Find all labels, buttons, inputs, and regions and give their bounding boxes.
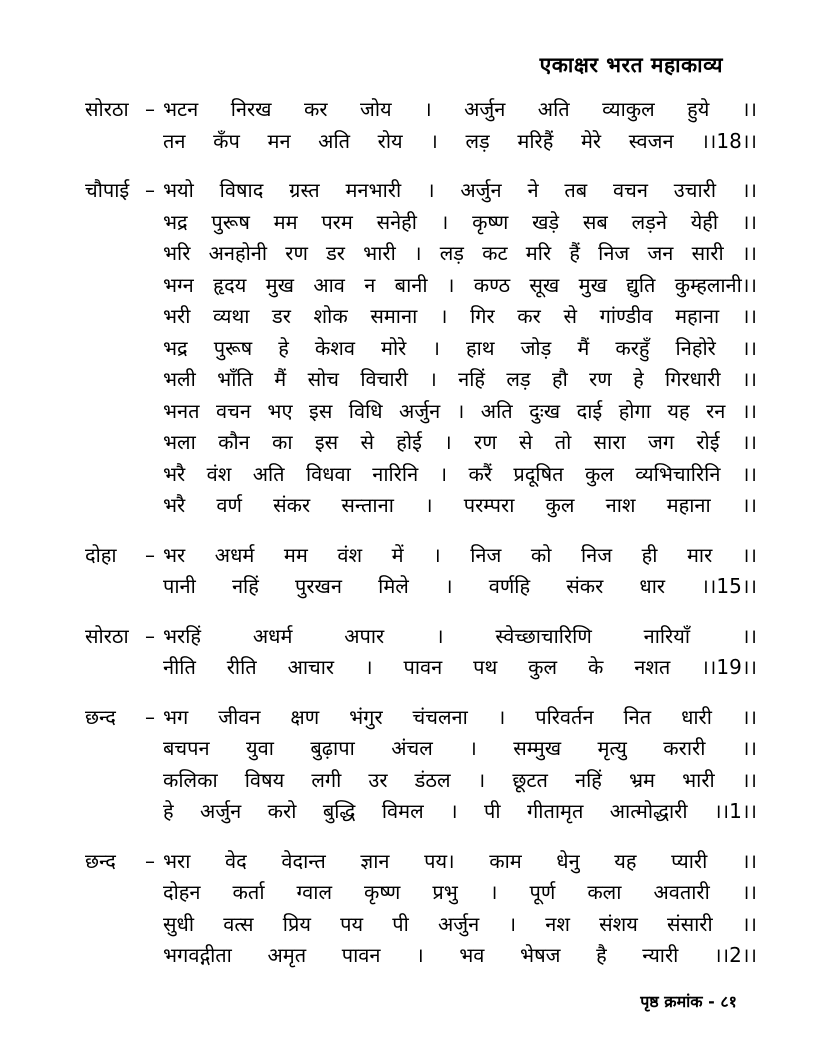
verse-lines — [163, 702, 757, 828]
dash-separator: – — [145, 623, 155, 648]
verse-line: भगवद्गीता अमृत पावन । भव भेषज है न्यारी ।।2।। — [163, 943, 757, 967]
verse-line: भटन निरख कर जोय । अर्जुन अति व्याकुल हुये ।। — [163, 97, 757, 121]
verse-line: भला कौन का इस से होई । रण से तो सारा जग रोई ।। — [163, 430, 757, 454]
verse-line: दोहन कर्ता ग्वाल कृष्ण प्रभु । पूर्ण कला अवतारी ।। — [163, 880, 757, 904]
verse-line: भद्र पुरूष हे केशव मोरे । हाथ जोड़ मैं करहुँ निहोरे ।। — [163, 335, 757, 360]
verse-lines — [163, 540, 757, 603]
page-content — [0, 78, 816, 972]
verse-line: हे अर्जुन करो बुद्धि विमल । पी गीतामृत आत्मोद्धारी ।।1।। — [163, 799, 757, 823]
verse-line: भर अधर्म मम वंश में । निज को निज ही मार ।। — [163, 542, 757, 567]
verse-lines — [163, 94, 757, 157]
verse-block-chhand-2 — [85, 846, 757, 972]
dash-separator: – — [145, 542, 155, 567]
verse-line: पानी नहिं पुरखन मिले । वर्णहि संकर धार ।।15।। — [163, 574, 757, 598]
verse-type-label: चौपाई — [85, 178, 130, 202]
verse-lines — [163, 846, 757, 972]
verse-line: भरै वर्ण संकर सन्ताना । परम्परा कुल नाश महाना ।। — [163, 493, 757, 517]
verse-block-soratha-1 — [85, 94, 757, 157]
verse-line: भरा वेद वेदान्त ज्ञान पय। काम धेनु यह प्यारी ।। — [163, 848, 757, 873]
page-number: पृष्ठ क्रमांक - ८१ — [640, 992, 737, 1011]
verse-line: भरै वंश अति विधवा नारिनि । करैं प्रदूषित कुल व्यभिचारिनि ।। — [163, 461, 757, 486]
verse-type-label: छन्द — [85, 848, 116, 873]
verse-type-label: सोरठा — [85, 97, 129, 121]
verse-type-label: छन्द — [85, 704, 116, 729]
dash-separator: – — [145, 97, 155, 121]
verse-block-chhand-1 — [85, 702, 757, 828]
verse-line: भद्र पुरूष मम परम सनेही । कृष्ण खड़े सब लड़ने येही ।। — [163, 209, 757, 234]
verse-line: भरी व्यथा डर शोक समाना । गिर कर से गांण्डीव महाना ।। — [163, 304, 757, 328]
verse-line: तन कँप मन अति रोय । लड़ मरिहैं मेरे स्वजन ।।18।। — [163, 128, 757, 153]
verse-type-label: दोहा — [85, 542, 117, 567]
verse-line: भग जीवन क्षण भंगुर चंचलना । परिवर्तन नित धारी ।। — [163, 704, 757, 729]
verse-line: कलिका विषय लगी उर डंठल । छूटत नहिं भ्रम भारी ।। — [163, 767, 757, 792]
verse-line: बचपन युवा बुढ़ापा अंचल । सम्मुख मृत्यु करारी ।। — [163, 736, 757, 760]
verse-line: भरि अनहोनी रण डर भारी । लड़ कट मरि हैं निज जन सारी ।। — [163, 241, 757, 265]
verse-block-soratha-2 — [85, 621, 757, 684]
verse-line: भरहिं अधर्म अपार । स्वेच्छाचारिणि नारियाँ ।। — [163, 623, 757, 648]
verse-block-doha — [85, 540, 757, 603]
verse-type-label: सोरठा — [85, 623, 129, 648]
dash-separator: – — [145, 178, 155, 202]
verse-line: भयो विषाद ग्रस्त मनभारी । अर्जुन ने तब वचन उचारी ।। — [163, 178, 757, 202]
dash-separator: – — [145, 704, 155, 729]
verse-block-chaupai — [85, 175, 757, 522]
verse-lines — [163, 175, 757, 522]
document-title: एकाक्षर भरत महाकाव्य — [539, 53, 723, 77]
verse-line: भनत वचन भए इस विधि अर्जुन । अति दुःख दाई होगा यह रन ।। — [163, 398, 757, 423]
verse-lines — [163, 621, 757, 684]
verse-line: भग्न हृदय मुख आव न बानी । कण्ठ सूख मुख द्युति कुम्हलानी।। — [163, 272, 757, 297]
verse-line: सुधी वत्स प्रिय पय पी अर्जुन । नश संशय संसारी ।। — [163, 911, 757, 936]
verse-line: भली भाँति मैं सोच विचारी । नहिं लड़ हौ रण हे गिरधारी ।। — [163, 367, 757, 391]
dash-separator: – — [145, 848, 155, 873]
verse-line: नीति रीति आचार । पावन पथ कुल के नशत ।।19।। — [163, 655, 757, 679]
